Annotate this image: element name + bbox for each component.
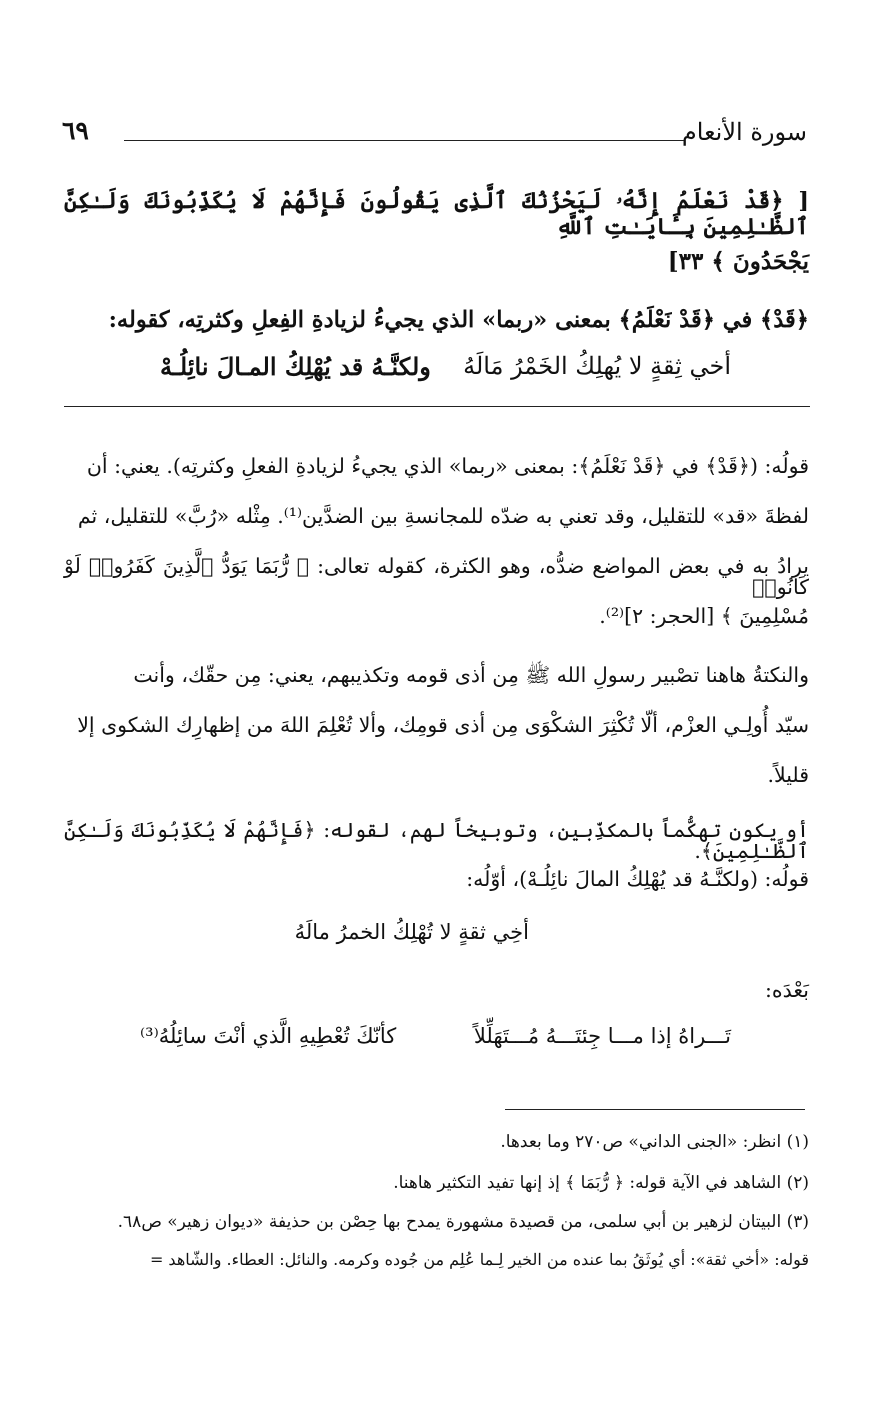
poem-verse: أخِي ثقةٍ لا تُهْلِكُ الخمرُ مالَهُ xyxy=(294,920,529,944)
commentary-line: أو يكون تهكُّماً بالمكذِّبين، وتوبيخاً لهم، لقوله: ﴿فَإِنَّهُمْ لَا يُكَذِّبُونَكَ وَلَـٰكِنَّ ٱلظَّـٰلِمِينَ﴾. xyxy=(64,818,809,863)
poem-intro-label: بَعْدَه: xyxy=(764,978,809,1002)
header-rule xyxy=(124,140,684,141)
footnote: (٢) الشاهد في الآية قوله: ﴿ رُّبَمَا ﴾ إذ إنها تفيد التكثير هاهنا. xyxy=(393,1173,809,1193)
main-poem-right: أخي ثِقةٍ لا يُهلِكُ الخَمْرُ مَالَهُ xyxy=(463,352,731,380)
verse-line-1: [ ﴿قَدْ نَعْلَمُ إِنَّهُۥ لَيَحْزُنُكَ ٱلَّذِى يَقُولُونَ فَإِنَّهُمْ لَا يُكَذِّبُونَكَ وَلَـٰكِنَّ ٱلظَّـٰلِمِينَ بِـَٔايَـٰتِ ٱللَّهِ xyxy=(64,188,809,240)
commentary-line: والنكتةُ هاهنا تصْبير رسولِ الله ﷺ مِن أذى قومه وتكذيبهم، يعني: مِن حقّك، وأنت xyxy=(133,663,809,687)
commentary-line: يرادُ به في بعض المواضع ضدُّه، وهو الكثرة، كقوله تعالى: ﴿ رُّبَمَا يَوَدُّ ٱلَّذِينَ كَفَرُوا۟ لَوْ كَانُوا۟ xyxy=(64,554,809,599)
main-text-line: ﴿قَدْ﴾ في ﴿قَدْ نَعْلَمُ﴾ بمعنى «ربما» الذي يجيءُ لزيادةِ الفِعلِ وكثرتِه، كقوله: xyxy=(108,307,809,333)
commentary-line: قليلاً. xyxy=(767,763,809,787)
main-poem-left: ولكنَّـهُ قد يُهْلِكُ المـالَ نائِلُـهْ xyxy=(160,352,431,381)
commentary-line: لفظةَ «قد» للتقليل، وقد تعني به ضدّه للمجانسةِ بين الضدَّين⁽¹⁾. مِثْله «رُبَّ» للتقليل، ثم xyxy=(77,504,809,528)
footnote: (٣) البيتان لزهير بن أبي سلمى، من قصيدة مشهورة يمدح بها حِصْن بن حذيفة «ديوان زهير» ص٦٨. xyxy=(117,1212,809,1232)
verse-line-2: يَجْحَدُونَ ﴾ ٣٣] xyxy=(667,248,809,275)
surah-title: سورة الأنعام xyxy=(681,118,807,146)
commentary-line: قولُه: (ولكنَّـهُ قد يُهْلِكُ المالَ نائِلُـهْ)، أوّلُه: xyxy=(466,867,809,891)
poem-verse-left: كأنّكَ تُعْطِيهِ الَّذي أنْتَ سائِلُهُ⁽³⁾ xyxy=(140,1024,397,1048)
commentary-line: مُسْلِمِينَ ﴾ [الحجر: ٢]⁽²⁾. xyxy=(599,604,809,628)
section-divider xyxy=(64,406,810,407)
commentary-line: سيّد أُولِـي العزْم، ألّا تُكْثِرَ الشكْوَى مِن أذى قومِك، وألا تُعْلِمَ اللهَ من إظهارِك الشكوى إلا xyxy=(77,713,809,737)
footnote: قوله: «أخي ثقة»: أي يُوثَقُ بما عنده من الخير لِـما عُلِم من جُوده وكرمه. والنائل: العطاء. والشّاهد = xyxy=(149,1250,809,1269)
poem-verse-right: تَـــراهُ إذا مـــا جِئتَـــهُ مُـــتَهَلِّلاً xyxy=(473,1024,731,1048)
page-number: ٦٩ xyxy=(62,116,89,145)
footnote: (١) انظر: «الجنى الداني» ص٢٧٠ وما بعدها. xyxy=(500,1132,809,1152)
commentary-line: قولُه: (﴿قَدْ﴾ في ﴿قَدْ نَعْلَمُ﴾: بمعنى «ربما» الذي يجيءُ لزيادةِ الفعلِ وكثرتِه). يعني: أن xyxy=(86,454,809,478)
footnote-rule xyxy=(505,1109,805,1110)
